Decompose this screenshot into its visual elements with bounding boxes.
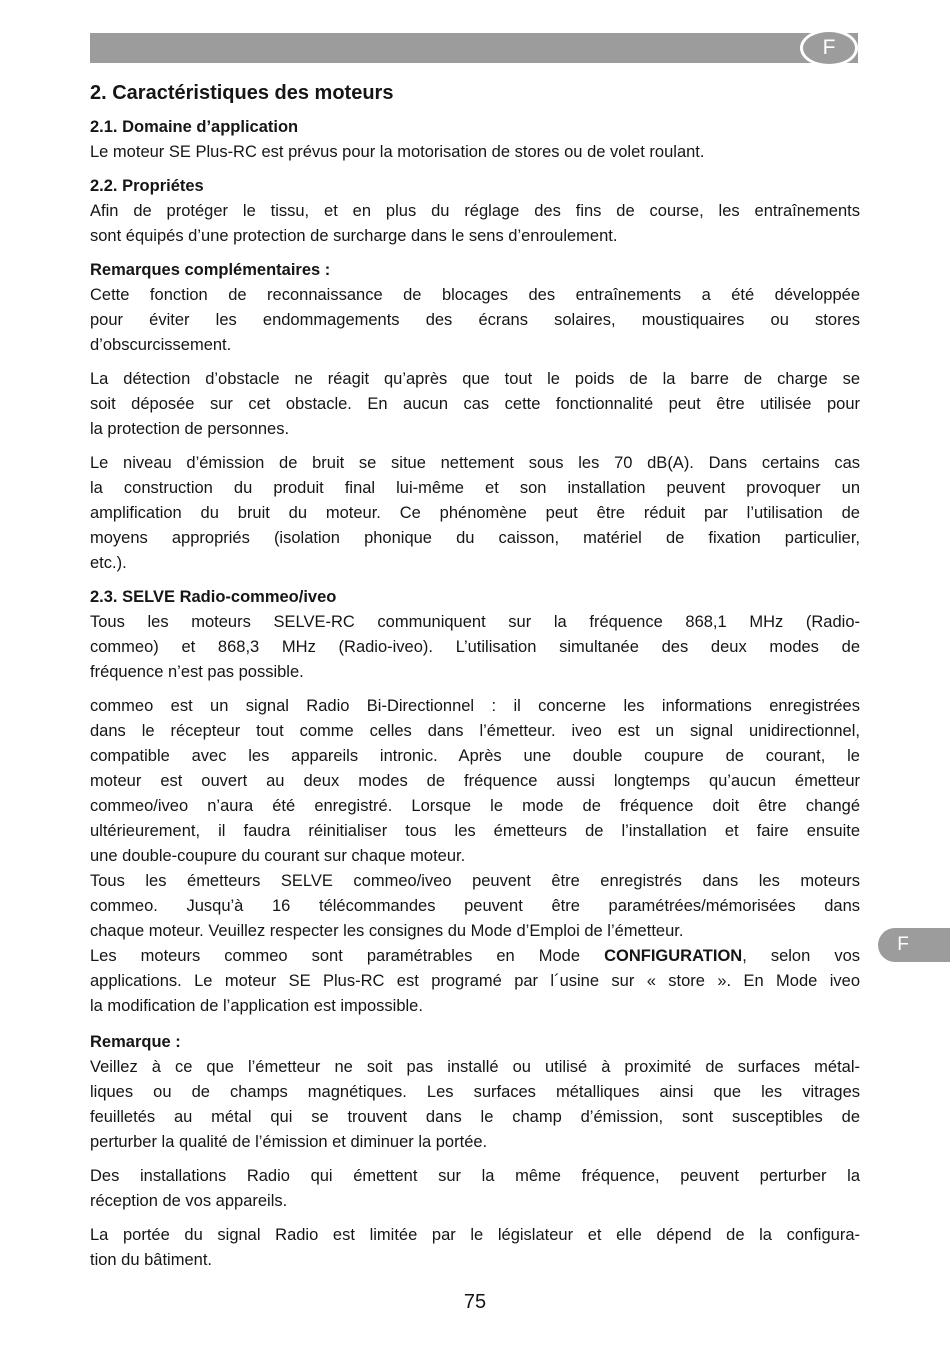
text-line: soit déposée sur cet obstacle. En aucun cas cette fonctionnalité peut être utilisée pour — [90, 395, 860, 413]
language-badge-label: F — [822, 36, 836, 59]
text-line: Veillez à ce que l’émetteur ne soit pas installé ou utilisé à proximité de surfaces métal- — [90, 1058, 860, 1076]
text-line: feuilletés au métal qui se trouvent dans le champ d’émission, sont susceptibles de — [90, 1108, 860, 1126]
chapter-heading: 2. Caractéristiques des moteurs — [90, 82, 394, 104]
text-line: applications. Le moteur SE Plus-RC est programé par l´usine sur « store ». En Mode iveo — [90, 972, 860, 990]
section-title-2-2: 2.2. Propriétes — [90, 177, 204, 195]
text-line: tion du bâtiment. — [90, 1251, 212, 1269]
language-badge — [800, 29, 858, 67]
text-line: Le niveau d’émission de bruit se situe nettement sous les 70 dB(A). Dans certains cas — [90, 454, 860, 472]
paragraph-frequences — [90, 610, 860, 685]
text-line: etc.). — [90, 554, 127, 572]
configuration-lines — [90, 969, 860, 1019]
text-line: Tous les moteurs SELVE-RC communiquent sur la fréquence 868,1 MHz (Radio- — [90, 613, 860, 631]
language-side-tab — [878, 928, 950, 962]
page-content — [90, 63, 860, 1273]
paragraph-remarques — [90, 283, 860, 358]
text-line: Le moteur SE Plus-RC est prévus pour la motorisation de stores ou de volet roulant. — [90, 143, 705, 161]
text-line: ultérieurement, il faudra réinitialiser tous les émetteurs de l’installation et faire ensuite — [90, 822, 860, 840]
page-number: 75 — [463, 1291, 487, 1313]
text-line: moyens appropriés (isolation phonique du caisson, matériel de fixation particulier, — [90, 529, 860, 547]
text-line: commeo est un signal Radio Bi-Directionnel : il concerne les informations enregistrées — [90, 697, 860, 715]
text-line: réception de vos appareils. — [90, 1192, 288, 1210]
text-line: Tous les émetteurs SELVE commeo/iveo peuvent être enregistrés dans les moteurs — [90, 872, 860, 890]
section-title-2-1: 2.1. Domaine d’application — [90, 118, 299, 136]
text-line — [90, 944, 860, 969]
text-line: la construction du produit final lui-même et son installation peuvent provoquer un — [90, 479, 860, 497]
text-line: pour éviter les endommagements des écrans solaires, moustiquaires ou stores — [90, 311, 860, 329]
paragraph-commeo — [90, 694, 860, 869]
text-line: dans le récepteur tout comme celles dans l’émetteur. iveo est un signal unidirectionnel, — [90, 722, 860, 740]
text-line: moteur est ouvert au deux modes de fréquence aussi longtemps qu’aucun émetteur — [90, 772, 860, 790]
language-side-tab-label: F — [897, 934, 909, 955]
header-bar — [90, 33, 858, 63]
subheading-remarque: Remarque : — [90, 1033, 181, 1051]
text-line: La détection d’obstacle ne réagit qu’après que tout le poids de la barre de charge se — [90, 370, 860, 388]
text-line: liques ou de champs magnétiques. Les surfaces métalliques ainsi que les vitrages — [90, 1083, 860, 1101]
text-line: commeo. Jusqu’à 16 télécommandes peuvent être paramétrées/mémorisées dans — [90, 897, 860, 915]
text-line: sont équipés d’une protection de surcharge dans le sens d’enroulement. — [90, 227, 618, 245]
text-line: la protection de personnes. — [90, 420, 290, 438]
paragraph-configuration — [90, 944, 860, 1019]
text-line: amplification du bruit du moteur. Ce phénomène peut être réduit par l’utilisation de — [90, 504, 860, 522]
paragraph-installations — [90, 1164, 860, 1214]
paragraph-bruit — [90, 451, 860, 576]
text-line: compatible avec les appareils intronic. Après une double coupure de courant, le — [90, 747, 860, 765]
subheading-remarques-complementaires: Remarques complémentaires : — [90, 261, 331, 279]
paragraph-proprietes — [90, 199, 860, 249]
text-line: Afin de protéger le tissu, et en plus du réglage des fins de course, les entraînements — [90, 202, 860, 220]
text-line: Des installations Radio qui émettent sur la même fréquence, peuvent perturber la — [90, 1167, 860, 1185]
paragraph-domaine — [90, 140, 860, 165]
text-line: fréquence n’est pas possible. — [90, 663, 304, 681]
text-line: La portée du signal Radio est limitée par le législateur et elle dépend de la configura- — [90, 1226, 860, 1244]
paragraph-obstacle — [90, 367, 860, 442]
paragraph-portee — [90, 1223, 860, 1273]
config-line-bold: CONFIGURATION — [604, 947, 743, 965]
text-line: Cette fonction de reconnaissance de blocages des entraînements a été développée — [90, 286, 860, 304]
text-line: chaque moteur. Veuillez respecter les consignes du Mode d’Emploi de l’émetteur. — [90, 922, 684, 940]
paragraph-remarque — [90, 1055, 860, 1155]
section-title-2-3: 2.3. SELVE Radio-commeo/iveo — [90, 588, 337, 606]
config-line-post: , selon vos — [742, 947, 861, 965]
text-line: une double-coupure du courant sur chaque moteur. — [90, 847, 466, 865]
text-line: la modification de l’application est impossible. — [90, 997, 423, 1015]
text-line: d’obscurcissement. — [90, 336, 232, 354]
text-line: commeo/iveo n’aura été enregistré. Lorsque le mode de fréquence doit être changé — [90, 797, 860, 815]
text-line: perturber la qualité de l’émission et diminuer la portée. — [90, 1133, 488, 1151]
config-line-pre: Les moteurs commeo sont paramétrables en Mode — [90, 947, 605, 965]
paragraph-emetteurs — [90, 869, 860, 944]
text-line: commeo) et 868,3 MHz (Radio-iveo). L’utilisation simultanée des deux modes de — [90, 638, 860, 656]
